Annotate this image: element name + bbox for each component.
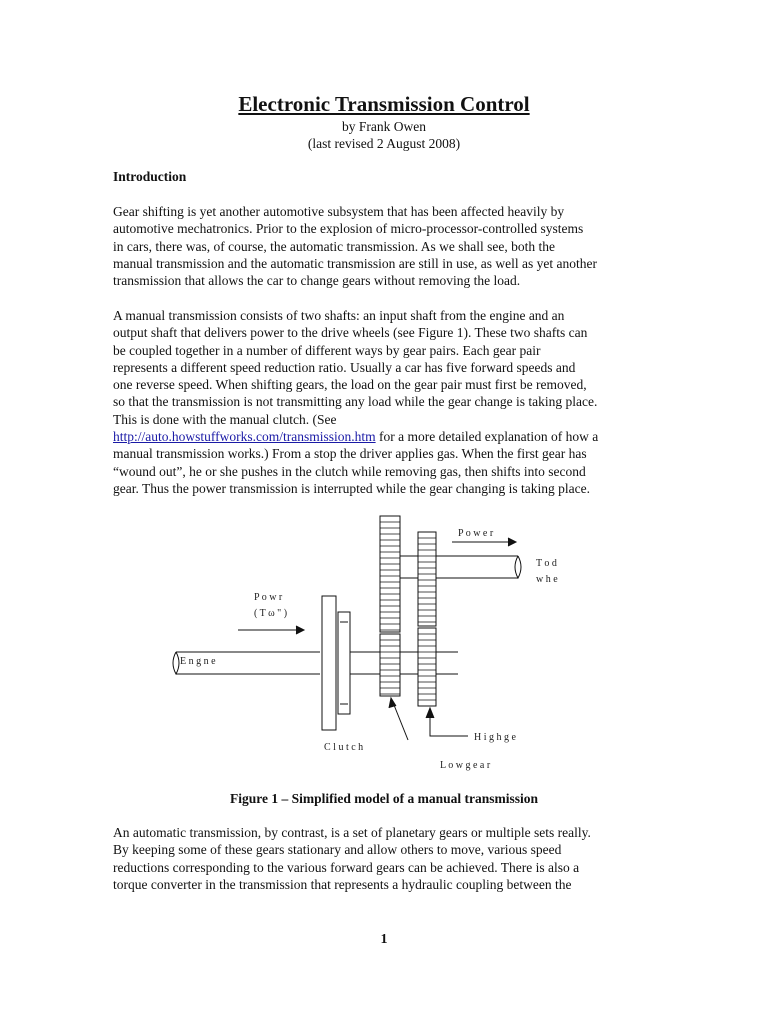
text-line: transmission that allows the car to change gears without removing the load. <box>113 273 521 289</box>
power-in-label-1: P o w r <box>254 592 283 603</box>
text-line <box>113 428 673 445</box>
text-line: manual transmission works.) From a stop the driver applies gas. When the first gear has <box>113 446 587 462</box>
text-line: gear. Thus the power transmission is interrupted while the gear changing is taking place. <box>113 480 591 496</box>
output-shaft-end <box>515 556 521 578</box>
power-out-label: P o w e r <box>458 528 494 539</box>
text-line: torque converter in the transmission that represents a hydraulic coupling between the <box>113 876 572 892</box>
text-line: output shaft that delivers power to the drive wheels (see Figure 1). These two shafts can <box>113 325 588 341</box>
transmission-diagram <box>168 512 588 777</box>
text-line: automotive mechatronics. Prior to the explosion of micro-processor-controlled systems <box>113 221 584 237</box>
high-gear-label: H i g h g e <box>474 732 516 743</box>
page-number: 1 <box>380 932 388 947</box>
figure-caption: Figure 1 – Simplified model of a manual transmission <box>229 791 539 806</box>
engine-label: E n g n e <box>180 656 216 667</box>
high-gear-upper <box>418 532 436 626</box>
section-heading: Introduction <box>113 169 187 184</box>
power-in-label-2: ( T ω " ) <box>254 608 288 619</box>
text-line: manual transmission and the automatic transmission are still in use, as well as yet another <box>113 255 598 271</box>
input-shaft-end <box>173 652 179 674</box>
paragraph-1 <box>113 203 673 289</box>
text-line: This is done with the manual clutch. (See <box>113 411 337 427</box>
byline <box>0 118 768 152</box>
to-drive-label-2: w h e <box>536 574 558 585</box>
text-line: one reverse speed. When shifting gears, the load on the gear pair must first be removed, <box>113 377 587 393</box>
low-gear-lower <box>380 634 400 696</box>
author-line: by Frank Owen <box>342 119 426 134</box>
to-drive-label-1: T o d <box>536 558 557 569</box>
layshaft <box>350 652 458 674</box>
revision-line: (last revised 2 August 2008) <box>307 136 461 151</box>
link-tail-text: for a more detailed explanation of how a <box>375 429 599 445</box>
text-line: “wound out”, he or she pushes in the clutch while removing gas, then shifts into second <box>113 463 586 479</box>
paragraph-2 <box>113 307 673 497</box>
text-line: reductions corresponding to the various forward gears can be achieved. There is also a <box>113 859 580 875</box>
howstuffworks-link[interactable]: http://auto.howstuffworks.com/transmission.htm <box>113 429 376 445</box>
text-line: Gear shifting is yet another automotive subsystem that has been affected heavily by <box>113 204 565 219</box>
page-title: Electronic Transmission Control <box>238 92 530 116</box>
clutch-plate-left <box>322 596 336 730</box>
text-line: An automatic transmission, by contrast, is a set of planetary gears or multiple sets really. <box>113 825 591 840</box>
text-line: be coupled together in a number of different ways by gear pairs. Each gear pair <box>113 342 541 358</box>
text-line: so that the transmission is not transmitting any load while the gear change is taking place. <box>113 394 598 410</box>
text-line: By keeping some of these gears stationary and allow others to move, various speed <box>113 842 562 858</box>
text-line: in cars, there was, of course, the automatic transmission. As we shall see, both the <box>113 238 556 254</box>
text-line: A manual transmission consists of two shafts: an input shaft from the engine and an <box>113 308 565 323</box>
paragraph-3 <box>113 824 673 893</box>
text-line: represents a different speed reduction ratio. Usually a car has five forward speeds and <box>113 359 576 375</box>
clutch-plate-right <box>338 612 350 714</box>
clutch-label: C l u t c h <box>324 742 364 753</box>
low-gear-label: L o w g e a r <box>440 760 491 771</box>
low-gear-upper <box>380 516 400 632</box>
